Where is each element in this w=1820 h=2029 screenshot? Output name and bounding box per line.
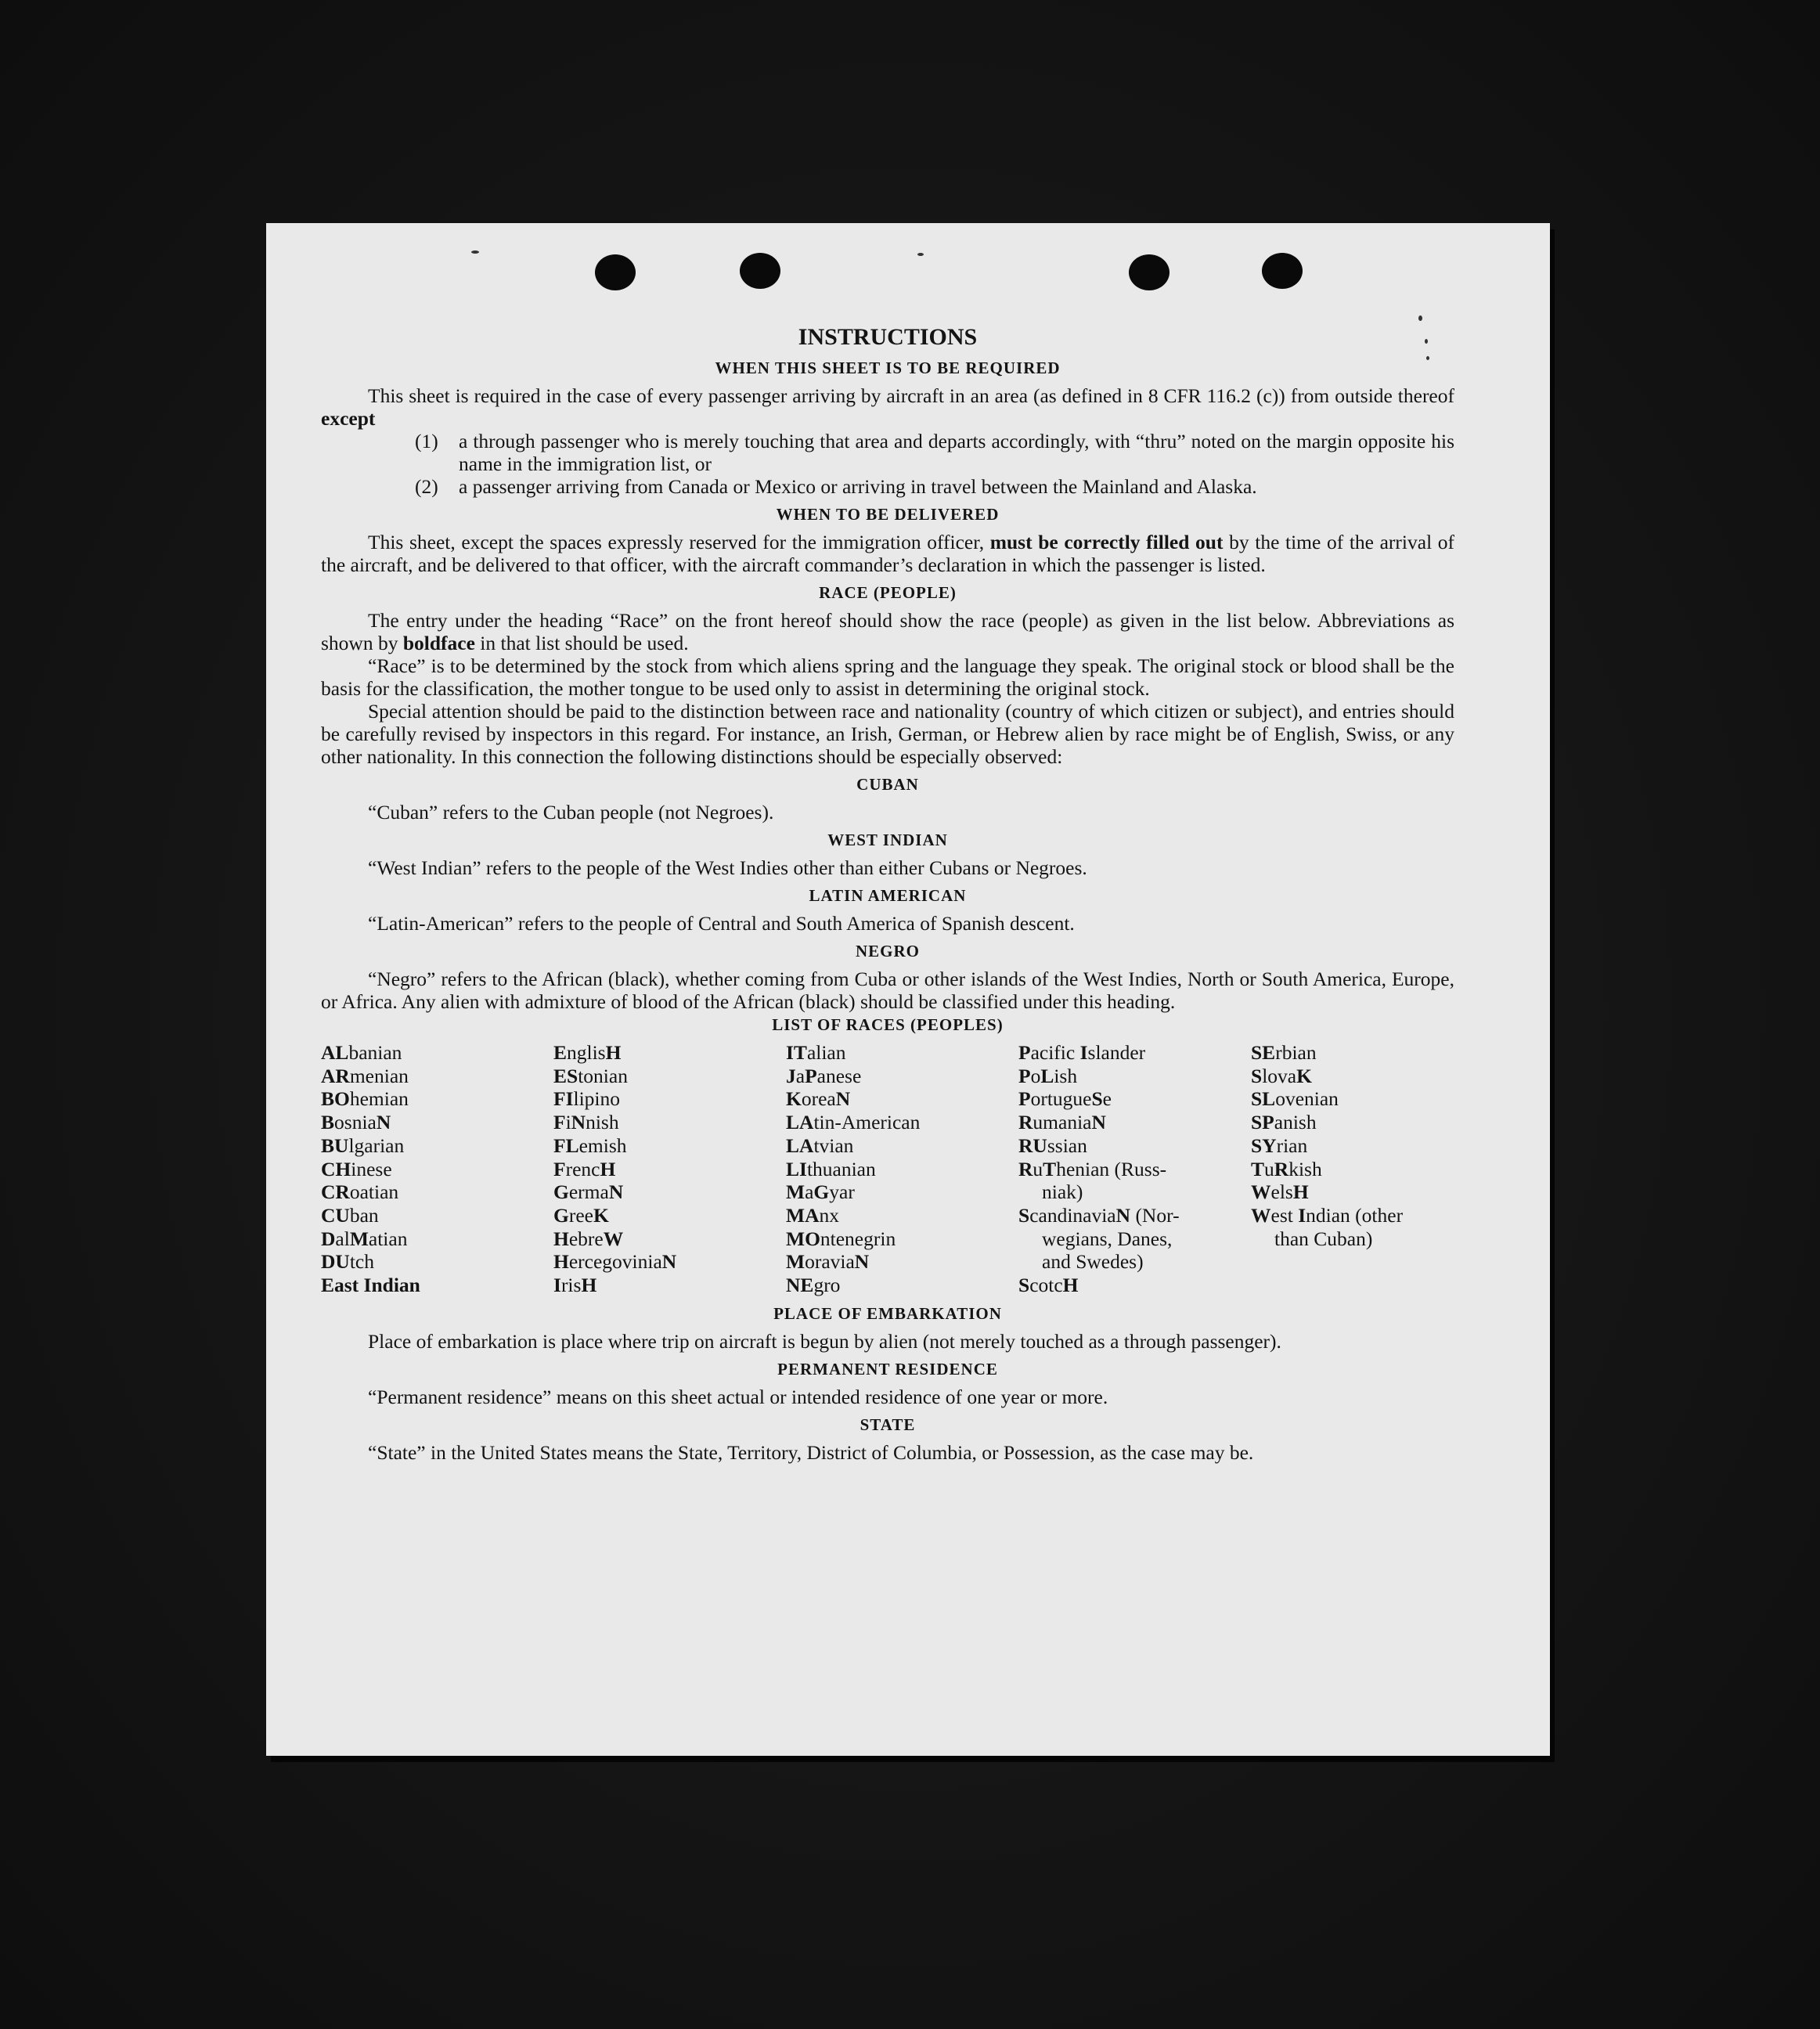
race-entry: SErbian xyxy=(1251,1041,1317,1064)
section-heading: WHEN THIS SHEET IS TO BE REQUIRED xyxy=(715,359,1061,377)
race-entry: JaPanese xyxy=(786,1064,862,1087)
race-entry: GreeK xyxy=(553,1203,609,1227)
section-heading: PERMANENT RESIDENCE xyxy=(777,1359,998,1378)
race-entry: NEgro xyxy=(786,1274,841,1297)
text: in that list should be used. xyxy=(480,632,689,654)
instruction-sheet xyxy=(266,223,1550,1756)
race-entry: KoreaN xyxy=(786,1087,851,1111)
race-entry: TuRkish xyxy=(1251,1157,1322,1180)
race-entry: WelsH xyxy=(1251,1180,1309,1204)
item-number: (2) xyxy=(415,475,438,498)
race-column xyxy=(786,1041,1018,1297)
item-text: a passenger arriving from Canada or Mexico or arriving in travel between the Mainland and Alaska. xyxy=(459,475,1257,498)
race-entry: FrencH xyxy=(553,1157,616,1180)
race-entry: SYrian xyxy=(1251,1133,1308,1157)
race-entry: CUban xyxy=(321,1203,379,1227)
race-entry: RuThenian (Russ- xyxy=(1018,1157,1167,1180)
race-entry: MaGyar xyxy=(786,1180,855,1204)
race-entry: DUtch xyxy=(321,1250,374,1274)
race-entry: SlovaK xyxy=(1251,1064,1312,1087)
text: by the time of the arrival of the aircraft, and be delivered to that officer, with the aircraft commander’s declaration in which the passenger is listed. xyxy=(321,531,1455,576)
paragraph xyxy=(321,384,1454,430)
section-heading: RACE (PEOPLE) xyxy=(819,583,957,602)
paragraph: “Negro” refers to the African (black), whether coming from Cuba or other islands of the West Indies, North or South America, Europe, or Africa. Any alien with admixture of blood of the African (black) should be classified under this heading. xyxy=(321,968,1454,1013)
paragraph: “Cuban” refers to the Cuban people (not Negroes). xyxy=(368,801,774,823)
instructions-body xyxy=(321,323,1454,1464)
race-entry: GermaN xyxy=(553,1180,624,1204)
paragraph: “State” in the United States means the State, Territory, District of Columbia, or Possession, as the case may be. xyxy=(368,1440,1254,1464)
race-entry: EStonian xyxy=(553,1064,628,1087)
paragraph xyxy=(321,609,1454,654)
race-entry: BUlgarian xyxy=(321,1133,405,1157)
punch-hole xyxy=(740,253,780,289)
section-heading: NEGRO xyxy=(855,942,920,960)
race-entry: RumaniaN xyxy=(1018,1111,1106,1134)
paragraph: “West Indian” refers to the people of the West Indies other than either Cubans or Negroes. xyxy=(368,856,1087,879)
item-number: (1) xyxy=(415,430,438,452)
paragraph: “Latin-American” refers to the people of Central and South America of Spanish descent. xyxy=(368,912,1075,935)
section-heading: LATIN AMERICAN xyxy=(809,886,967,905)
race-column xyxy=(1251,1041,1454,1297)
race-entry: FIlipino xyxy=(553,1087,621,1111)
race-entry: BosniaN xyxy=(321,1111,391,1134)
race-entry: ITalian xyxy=(786,1041,846,1064)
race-entry: wegians, Danes, xyxy=(1042,1227,1173,1250)
text: This sheet, except the spaces expressly reserved for the immigration officer, xyxy=(368,531,985,553)
race-entry: niak) xyxy=(1042,1180,1083,1204)
speck xyxy=(917,253,924,256)
race-column xyxy=(321,1041,553,1297)
race-entry: ScandinaviaN (Nor- xyxy=(1018,1203,1180,1227)
race-entry: PortugueSe xyxy=(1018,1087,1112,1111)
page-title: INSTRUCTIONS xyxy=(798,324,978,350)
race-entry: CRoatian xyxy=(321,1180,399,1204)
race-entry: FLemish xyxy=(553,1133,627,1157)
section-heading: CUBAN xyxy=(856,775,919,794)
race-entry: RUssian xyxy=(1018,1133,1087,1157)
bold-text: except xyxy=(321,407,376,430)
list-item xyxy=(415,475,1454,498)
text: The entry under the heading “Race” on the front hereof should show the race (people) as given in the list below. Abbreviations as shown by xyxy=(321,609,1454,654)
punch-hole xyxy=(595,254,636,290)
section-heading: STATE xyxy=(860,1415,916,1434)
section-heading: LIST OF RACES (PEOPLES) xyxy=(772,1015,1004,1034)
race-entry: HebreW xyxy=(553,1227,624,1250)
speck xyxy=(1418,315,1422,321)
list-item xyxy=(415,430,1454,475)
race-entry: Pacific Islander xyxy=(1018,1041,1146,1064)
speck xyxy=(471,250,479,254)
item-text: a through passenger who is merely touching that area and departs accordingly, with “thru” noted on the margin opposite his name in the immigration list, or xyxy=(459,430,1454,475)
paragraph: Place of embarkation is place where trip on aircraft is begun by alien (not merely touched as a through passenger). xyxy=(368,1329,1281,1353)
race-entry: SLovenian xyxy=(1251,1087,1339,1111)
section-heading: PLACE OF EMBARKATION xyxy=(773,1303,1002,1323)
race-entry: MAnx xyxy=(786,1203,839,1227)
race-entry: BOhemian xyxy=(321,1087,409,1111)
race-entry: LAtin-American xyxy=(786,1111,921,1134)
race-entry: ScotcH xyxy=(1018,1274,1079,1297)
bold-text: boldface xyxy=(402,632,475,654)
race-entry: FiNnish xyxy=(553,1111,619,1134)
races-list xyxy=(321,1041,1454,1297)
race-entry: MoraviaN xyxy=(786,1250,870,1274)
race-column xyxy=(1018,1041,1251,1297)
race-entry: West Indian (other xyxy=(1251,1203,1404,1227)
race-entry: HercegoviniaN xyxy=(553,1250,677,1274)
race-entry: ARmenian xyxy=(321,1064,409,1087)
punch-hole xyxy=(1262,253,1303,289)
race-entry: LAtvian xyxy=(786,1133,854,1157)
paragraph: Special attention should be paid to the distinction between race and nationality (country of which citizen or subject), and entries should be carefully revised by inspectors in this regard. For instance, an Irish, German, or Hebrew alien by race might be of English, Swiss, or any other nationality. In this connection the following distinctions should be especially observed: xyxy=(321,700,1454,768)
section-heading: WEST INDIAN xyxy=(827,831,948,849)
race-entry: SPanish xyxy=(1251,1111,1317,1134)
race-entry: East Indian xyxy=(321,1274,420,1297)
race-entry: CHinese xyxy=(321,1157,392,1180)
section-heading: WHEN TO BE DELIVERED xyxy=(776,505,1000,524)
paragraph: “Permanent residence” means on this sheet actual or intended residence of one year or more. xyxy=(368,1385,1108,1408)
race-entry: MOntenegrin xyxy=(786,1227,896,1250)
race-column xyxy=(553,1041,786,1297)
race-entry: IrisH xyxy=(553,1274,597,1297)
race-entry: LIthuanian xyxy=(786,1157,876,1180)
race-entry: than Cuban) xyxy=(1274,1227,1373,1250)
paragraph xyxy=(321,531,1454,576)
race-entry: and Swedes) xyxy=(1042,1250,1144,1274)
race-entry: ALbanian xyxy=(321,1041,402,1064)
race-entry: DalMatian xyxy=(321,1227,408,1250)
bold-text: must be correctly filled out xyxy=(989,531,1224,553)
race-entry: EnglisH xyxy=(553,1041,622,1064)
paragraph: “Race” is to be determined by the stock from which aliens spring and the language they speak. The original stock or blood shall be the basis for the classification, the mother tongue to be used only to assist in determining the original stock. xyxy=(321,654,1454,700)
punch-hole xyxy=(1129,254,1169,290)
text: This sheet is required in the case of every passenger arriving by aircraft in an area (as defined in 8 CFR 116.2 (c)) from outside thereof xyxy=(368,384,1454,407)
race-entry: PoLish xyxy=(1018,1064,1078,1087)
